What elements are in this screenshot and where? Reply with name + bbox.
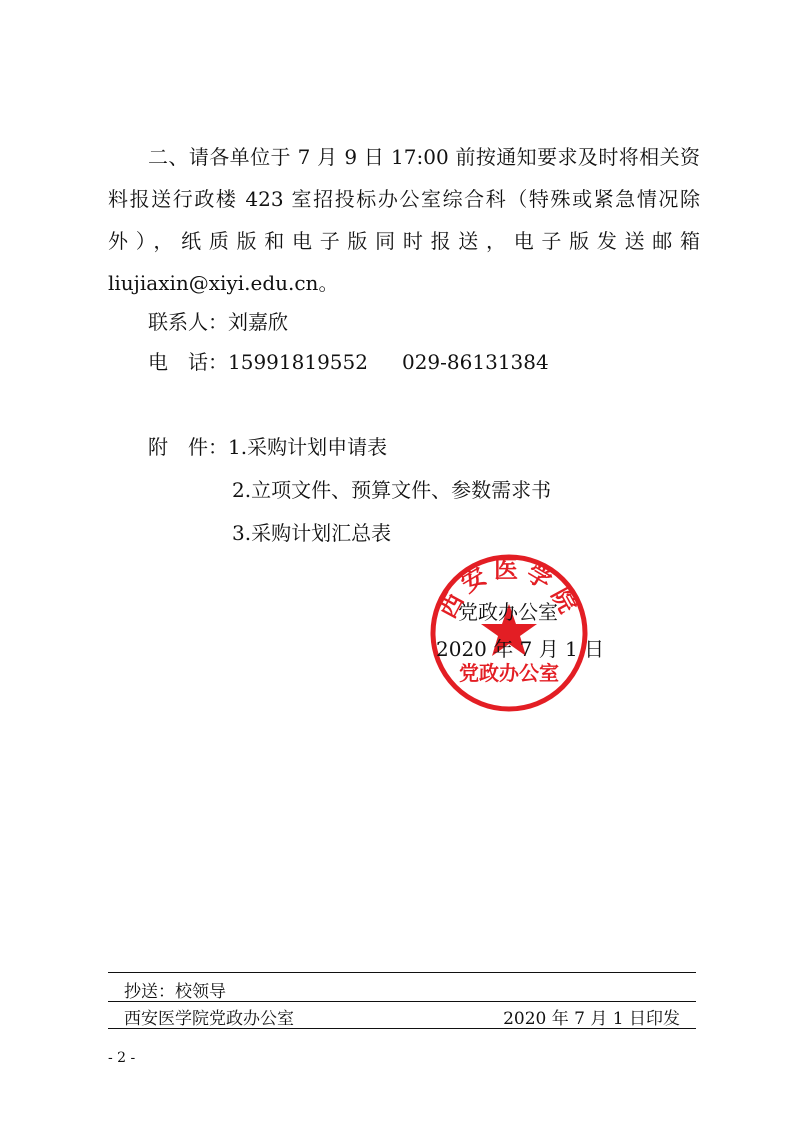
contact-person-name: 刘嘉欣 bbox=[228, 310, 288, 334]
svg-text:党政办公室: 党政办公室 bbox=[459, 661, 559, 685]
footer-rule-middle bbox=[108, 1001, 696, 1002]
email-address: liujiaxin@xiyi.edu.cn。 bbox=[108, 271, 339, 295]
paragraph-line-1: 二、请各单位于 7 月 9 日 17:00 前按通知要求及时将相关资 bbox=[148, 145, 700, 169]
svg-text:西安医学院: 西安医学院 bbox=[432, 554, 586, 623]
issuing-office: 西安医学院党政办公室 bbox=[124, 1009, 294, 1029]
contact-person-label: 联系人： bbox=[148, 310, 228, 334]
signature-date: 2020 年 7 月 1 日 bbox=[436, 637, 605, 661]
attachment-item: 3.采购计划汇总表 bbox=[232, 521, 392, 545]
attachments-label: 附 件： bbox=[148, 435, 228, 459]
contact-person-row bbox=[148, 306, 288, 335]
contact-phone-row bbox=[148, 346, 549, 375]
contact-phone-office: 029-86131384 bbox=[401, 350, 549, 374]
issued-date: 2020 年 7 月 1 日印发 bbox=[503, 1009, 680, 1029]
attachment-item: 1.采购计划申请表 bbox=[228, 435, 388, 459]
attachment-item: 2.立项文件、预算文件、参数需求书 bbox=[232, 478, 552, 502]
footer-rule-top bbox=[108, 972, 696, 973]
footer-rule-bottom bbox=[108, 1028, 696, 1029]
paragraph-line-3: 外），纸质版和电子版同时报送，电子版发送邮箱 bbox=[108, 229, 700, 253]
signature-office: 党政办公室 bbox=[458, 600, 558, 624]
attachments-block bbox=[148, 426, 551, 555]
cc-line: 抄送：校领导 bbox=[124, 982, 226, 1002]
paragraph-line-2: 料报送行政楼 423 室招投标办公室综合科（特殊或紧急情况除 bbox=[108, 187, 700, 211]
contact-phone-label: 电 话： bbox=[148, 350, 228, 374]
contact-phone-mobile: 15991819552 bbox=[228, 350, 368, 374]
notice-paragraph bbox=[108, 136, 700, 304]
page-number: - 2 - bbox=[108, 1050, 136, 1066]
